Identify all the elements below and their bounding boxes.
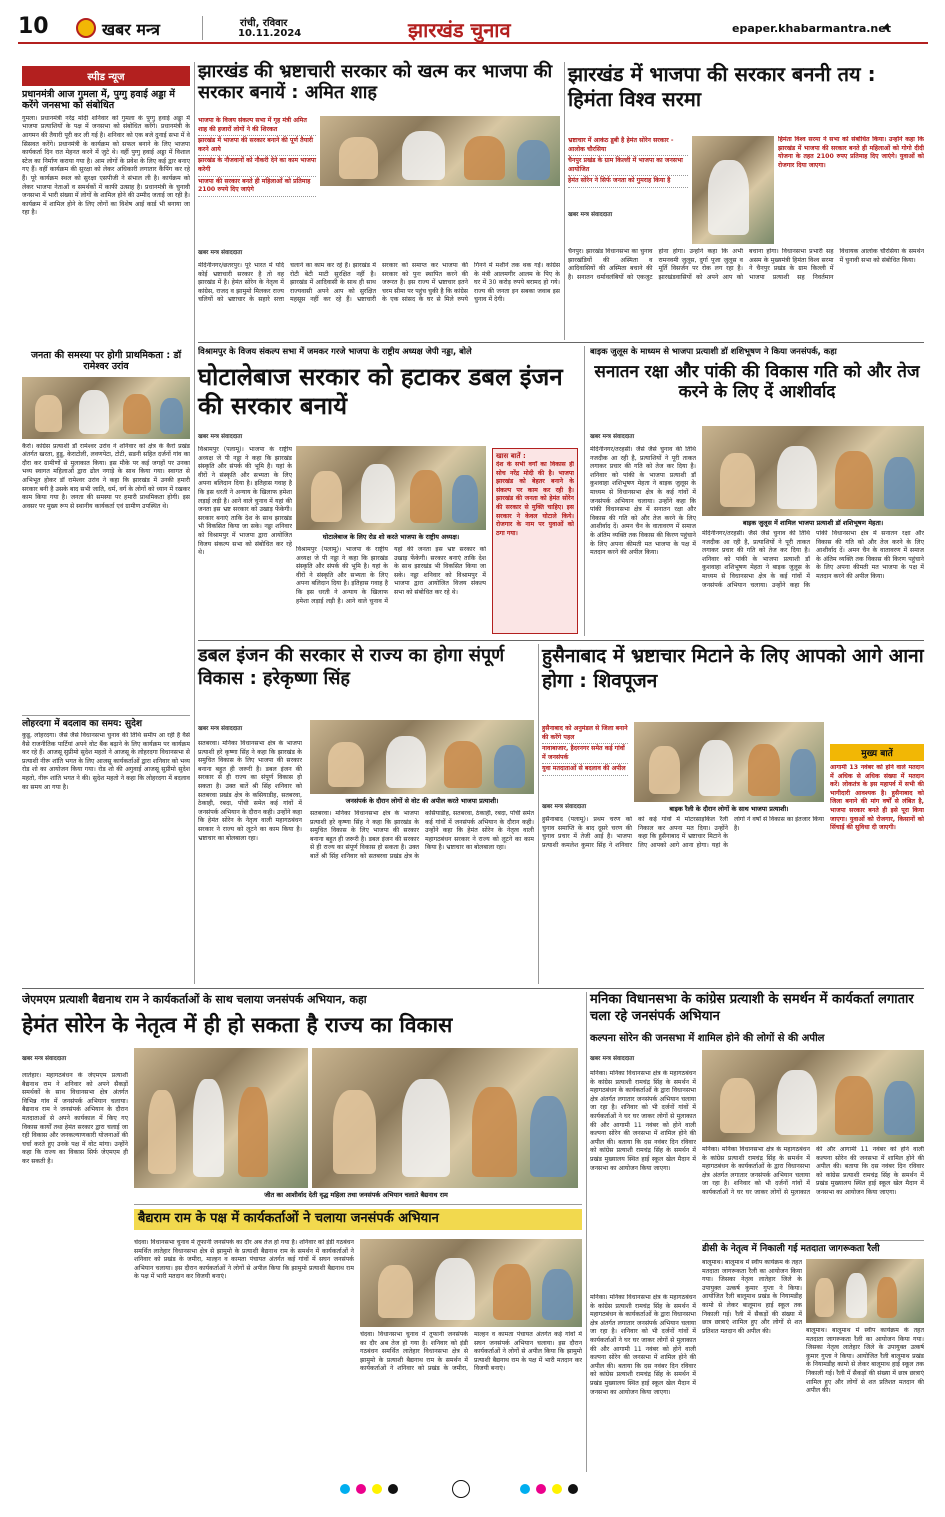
story-manika-byline: खबर मन्त्र संवाददाता	[590, 1056, 635, 1062]
section-title: झारखंड चुनाव	[408, 18, 511, 42]
story-amit-shah-byline: खबर मन्त्र संवाददाता	[198, 250, 243, 256]
key-points-text: आगामी 13 नवंबर को होने वाले मतदान में अधिक से अधिक संख्या में मतदान करें। लोकतंत्र के इस महापर्व में सभी की भागीदारी आवश्यक है। हुसैनाबाद को जिला बनाने की मांग वर्षों से लंबित है, भाजपा सरकार बनते ही इसे पूरा किया जाएगा। युवाओं को रोजगार, किसानों को सिंचाई की सुविधा दी जाएगी।	[830, 764, 924, 832]
story-nadda-strip: विश्रामपुर के विजय संकल्प सभा में जमकर गरजे भाजपा के राष्ट्रीय अध्यक्ष जेपी नड्डा, बोले	[198, 346, 472, 356]
story-harekrishna-byline: खबर मन्त्र संवाददाता	[198, 726, 243, 732]
story-shivpujan-byline: खबर मन्त्र संवाददाता	[542, 804, 587, 810]
story-harekrishna-photo	[310, 720, 534, 794]
sub-story-text: बालूमाथ। बालूमाथ में स्वीप कार्यक्रम के तहत मतदाता जागरूकता रैली का आयोजन किया गया। जिसका नेतृत्व लातेहार जिले के उपायुक्त उत्कर्ष कुमार गुप्ता ने किया। आयोजित रैली बालूमाथ प्रखंड के नियामडीह कामो से लेकर बालूमाथ हाई स्कूल तक निकाली गई। रैली में सैकड़ों की संख्या में छात्र छात्राएं शामिल हुए और लोगों से शत प्रतिशत मतदान की अपील की।	[702, 1259, 802, 1335]
epaper-url[interactable]: epaper.khabarmantra.net	[732, 22, 891, 35]
story-manika-subhead: कल्पना सोरेन की जनसभा में शामिल होने की लोगों से की अपील	[590, 1032, 825, 1044]
story-baidyanath-strip: जेएमएम प्रत्याशी बैद्यनाथ राम ने कार्यकर्ताओं के साथ चलाया जनसंपर्क अभियान, कहा	[22, 993, 367, 1006]
issue-date: 10.11.2024	[238, 28, 302, 39]
speed-news-text-3: कुडू, लोहरदगा। जैसे जैसे विधानसभा चुनाव की तिथि समीप आ रही है वैसे वैसे राजनीतिक पार्टियां अपने वोट बैंक बढ़ाने के लिए कार्यक्रम पर कार्यक्रम कर रहे हैं। आजसू सुप्रीमो सुदेश महतो ने आजसू के लोहरदगा विधानसभा से प्रत्याशी नीरू शांति भगत के लिए आजसू कार्यकर्ताओं द्वारा शनिवार को भव्य रोड शो का आयोजन किया गया। रोड शो की अगुवाई आजसू सुप्रीमो सुदेश महतो, नीरू शांति भगत ने की। सुदेश महतो ने कहा कि लोहरदगा में बदलाव का समय आ गया है।	[22, 732, 190, 791]
story-nadda-headline: घोटालेबाज सरकार को हटाकर डबल इंजन की सरकार बनायें	[198, 363, 563, 420]
speed-news-column	[22, 66, 190, 982]
story-shivpujan-headline: हुसैनाबाद में भ्रष्टाचार मिटाने के लिए आपको आगे आना होगा : शिवपूजन	[542, 645, 924, 692]
sub-story-photo	[806, 1259, 924, 1323]
story-manika-photo	[702, 1050, 924, 1142]
story-harekrishna-text-cont: सतबरवा। मनिका विधानसभा क्षेत्र के भाजपा प्रत्याशी हरे कृष्णा सिंह ने कहा कि झारखंड के समुचित विकास के लिए भाजपा की सरकार बनाना बहुत ही जरूरी है। डबल इंजन की सरकार से ही राज्य का संपूर्ण विकास हो सकता है। उक्त बातें श्री सिंह शनिवार को सतबरवा प्रखंड क्षेत्र के कसियाडीह, सतबरवा, ठेकाही, रबदा, पोंची समेत कई गांवों में जनसंपर्क अभियान के दौरान कही। उन्होंने कहा कि हेमंत सोरेन के नेतृत्व वाली महागठबंधन सरकार ने राज्य को लूटने का काम किया है। भ्रष्टाचार का बोलबाला रहा।	[310, 810, 534, 860]
story-manika-sub-story	[702, 1240, 924, 1472]
bullet-item: झारखंड में भाजपा की सरकार बनाने की पूर्ण तैयारी करने आये	[198, 136, 316, 156]
issue-city-day: रांची, रविवार	[240, 18, 288, 29]
story-amit-shah-headline: झारखंड की भ्रष्टाचारी सरकार को खत्म कर भाजपा की सरकार बनायें : अमित शाह	[198, 61, 553, 103]
story-panki	[590, 346, 924, 636]
story-amit-shah	[198, 62, 560, 340]
story-shivpujan-key-points-box	[830, 744, 924, 982]
brand-name: खबर मन्त्र	[102, 20, 160, 39]
story-nadda-text: विश्रामपुर (पलामू)। भाजपा के राष्ट्रीय अध्यक्ष जे पी नड्डा ने कहा कि झारखंड संस्कृति और संपर्क की भूमि है। यहां के वीरों ने संस्कृति और सभ्यता के लिए अपना बलिदान दिया है। इतिहास गवाह है कि इस धरती ने अन्याय के खिलाफ हमेशा लड़ाई लड़ी है। आने वाले चुनाव में यहां की जनता इस भ्रष्ट सरकार को उखाड़ फेंकेगी। सरकार बनाएं ताकि देश के साथ झारखंड भी विकसित किया जा सके। नड्डा शनिवार को विश्रामपुर में भाजपा द्वारा आयोजित विजय संकल्प सभा को संबोधित कर रहे थे।	[198, 446, 292, 557]
color-dot-icon	[388, 1484, 398, 1494]
crosshair-icon	[452, 1480, 470, 1498]
story-himanta-photo	[692, 136, 774, 244]
speed-news-headline-2: जनता की समस्या पर होगी प्राथमिकता : डॉ रामेश्वर उरांव	[30, 349, 182, 372]
story-manika-text-cont: मनिका। मनिका विधानसभा क्षेत्र के महागठबंधन के कांग्रेस प्रत्याशी रामचंद्र सिंह के समर्थन में महागठबंधन के कार्यकर्ताओं के द्वारा विधानसभा क्षेत्र अंतर्गत लगातार जनसंपर्क अभियान चलाया जा रहा है। शनिवार को भी दर्जनों गांवों में कार्यकर्ताओं ने घर घर जाकर लोगों से मुलाकात की और आगामी 11 नवंबर को होने वाली कल्पना सोरेन की जनसभा में शामिल होने की अपील की। बताया कि दस नवंबर दिन रविवार को कांग्रेस प्रत्याशी रामचंद्र सिंह के समर्थन में प्रखंड मुख्यालय स्थित हाई स्कूल खेल मैदान में जनसभा का आयोजन किया जाएगा।	[702, 1146, 924, 1196]
story-manika-text-lower: मनिका। मनिका विधानसभा क्षेत्र के महागठबंधन के कांग्रेस प्रत्याशी रामचंद्र सिंह के समर्थन में महागठबंधन के कार्यकर्ताओं के द्वारा विधानसभा क्षेत्र अंतर्गत लगातार जनसंपर्क अभियान चलाया जा रहा है। शनिवार को भी दर्जनों गांवों में कार्यकर्ताओं ने घर घर जाकर लोगों से मुलाकात की और आगामी 11 नवंबर को होने वाली कल्पना सोरेन की जनसभा में शामिल होने की अपील की। बताया कि दस नवंबर दिन रविवार को कांग्रेस प्रत्याशी रामचंद्र सिंह के समर्थन में प्रखंड मुख्यालय स्थित हाई स्कूल खेल मैदान में जनसभा का आयोजन किया जाएगा।	[590, 1294, 696, 1396]
color-dot-icon	[552, 1484, 562, 1494]
story-manika	[590, 992, 924, 1472]
story-baidyanath-sub-box	[134, 1204, 582, 1470]
story-himanta-text: चैनपुर। झारखंड विधानसभा का चुनाव झारखंडियों की अस्मिता व आदिवासियों की अस्मिता बचाने की है। सनातन धर्मावलंबियों को एकजुट होना होगा। उन्होंने कहा कि अभी रामनवमी जुलूस, दुर्गा पूजा जुलूस व मूर्ति विसर्जन पर रोक लग रहा है। झारखंडवासियों को अपने आप को बचाना होगा। विधानसभा प्रभारी सह असम के मुख्यमंत्री हिमंता विश्व सरमा ने चैनपुर प्रखंड के ग्राम किल्ली में भाजपा प्रत्याशी सह निवर्तमान विधायक आलोक चौरसिया के समर्थन में चुनावी सभा को संबोधित किया।	[568, 248, 924, 281]
story-amit-shah-text: मेदिनीनगर/छतरपुर। पूरे भारत में यदि कोई भ्रष्टाचारी सरकार है तो वह झारखंड में है। हेमंत सोरेन के नेतृत्व में कांग्रेस, राजद व झामुमो मिलकर राज्य चलियों को भ्रष्टाचार के सहारे सत्ता चलाने का काम कर रहे हैं। झारखंड में रोटी बेटी माटी सुरक्षित नहीं है। झारखंड में आदिवासी के साथ ही साथ राज्यवासी अपने आप को सुरक्षित महसूस नहीं कर रहे हैं। भ्रष्टाचारी सरकार को समाप्त कर भाजपा की सरकार को पुनः स्थापित करने की जरूरत है। इस राज्य में भ्रष्टाचार इतने चरम सीमा पर पहुंच चुकी है कि कांग्रेस के एक सांसद के घर से मिले रुपये गिनने में मशीनें तक थक गईं। कांग्रेस के मंत्री आलमगीर आलम के पिए के घर में 30 करोड़ रुपये बरामद हो गये। राज्य की जनता इन सबका जवाब इस चुनाव में देगी।	[198, 262, 560, 304]
story-baidyanath-photo-caption: जीत का आशीर्वाद देती वृद्ध महिला तथा जनसंपर्क अभियान चलाते बैद्यनाथ राम	[264, 1191, 448, 1199]
story-harekrishna-text: सतबरवा। मनिका विधानसभा क्षेत्र के भाजपा प्रत्याशी हरे कृष्णा सिंह ने कहा कि झारखंड के समुचित विकास के लिए भाजपा की सरकार बनाना बहुत ही जरूरी है। डबल इंजन की सरकार से ही राज्य का संपूर्ण विकास हो सकता है। उक्त बातें श्री सिंह शनिवार को सतबरवा प्रखंड क्षेत्र के कसियाडीह, सतबरवा, ठेकाही, रबदा, पोंची समेत कई गांवों में जनसंपर्क अभियान के दौरान कही। उन्होंने कहा कि हेमंत सोरेन के नेतृत्व वाली महागठबंधन सरकार ने राज्य को लूटने का काम किया है। भ्रष्टाचार का बोलबाला रहा।	[198, 740, 302, 842]
highlights-text: देश के सभी वर्गों का विकास ही सोच नरेंद्र मोदी की है। भाजपा झारखंड को बेहतर बनाने के संकल्प पर काम कर रही है। झारखंड की जनता को हेमंत सोरेन की सरकार से मुक्ति चाहिए। इस सरकार ने केवल घोटाले किये। रोजगार के नाम पर युवाओं को ठगा गया।	[496, 461, 574, 537]
color-dot-icon	[520, 1484, 530, 1494]
brand-separator	[202, 16, 203, 40]
story-nadda-highlights-box	[492, 448, 578, 634]
sub-story-headline: बैद्यराम राम के पक्ष में कार्यकर्ताओं ने चलाया जनसंपर्क अभियान	[134, 1209, 582, 1230]
story-baidyanath	[22, 992, 582, 1472]
story-himanta-photo-caption: हिमंता विश्व सरमा ने सभा को संबोधित किया। उन्होंने कहा कि झारखंड में भाजपा की सरकार बनते ही महिलाओं को गोगो दीदी योजना के तहत 2100 रुपए प्रतिमाह दिए जाएंगे। युवाओं को रोजगार दिया जाएगा।	[778, 136, 924, 169]
story-harekrishna-photo-caption: जनसंपर्क के दौरान लोगों से वोट की अपील करते भाजपा प्रत्याशी।	[345, 797, 499, 805]
story-baidyanath-photo-2	[312, 1048, 578, 1188]
highlights-title: खास बातें :	[496, 452, 526, 460]
section-divider	[198, 342, 924, 343]
story-amit-shah-photo	[320, 116, 560, 186]
story-panki-byline: खबर मन्त्र संवाददाता	[590, 434, 635, 440]
speed-news-label: स्पीड न्यूज	[22, 66, 190, 86]
speed-news-photo	[22, 377, 190, 439]
bullet-item: चैनपुर प्रखंड के ग्राम किल्ली में भाजपा का जनसभा आयोजित	[568, 156, 688, 176]
story-panki-strip: बाइक जुलूस के माध्यम से भाजपा प्रत्याशी डॉ शशिभूषण ने किया जनसंपर्क, कहा	[590, 346, 837, 356]
registration-marks	[0, 1476, 945, 1506]
story-manika-text: मनिका। मनिका विधानसभा क्षेत्र के महागठबंधन के कांग्रेस प्रत्याशी रामचंद्र सिंह के समर्थन में महागठबंधन के कार्यकर्ताओं के द्वारा विधानसभा क्षेत्र अंतर्गत लगातार जनसंपर्क अभियान चलाया जा रहा है। शनिवार को भी दर्जनों गांवों में कार्यकर्ताओं ने घर घर जाकर लोगों से मुलाकात की और आगामी 11 नवंबर को होने वाली कल्पना सोरेन की जनसभा में शामिल होने की अपील की। बताया कि दस नवंबर दिन रविवार को कांग्रेस प्रत्याशी रामचंद्र सिंह के समर्थन में प्रखंड मुख्यालय स्थित हाई स्कूल खेल मैदान में जनसभा का आयोजन किया जाएगा।	[590, 1070, 696, 1172]
color-dot-icon	[340, 1484, 350, 1494]
bullet-item: झारखंड के नौजवानों को नौकरी देने का काम भाजपा करेगी	[198, 156, 316, 176]
story-baidyanath-byline: खबर मन्त्र संवाददाता	[22, 1056, 67, 1062]
section-divider	[22, 988, 924, 989]
column-divider	[584, 346, 585, 636]
story-shivpujan-photo	[634, 722, 824, 802]
story-himanta-headline: झारखंड में भाजपा की सरकार बननी तय : हिमंता विश्व सरमा	[568, 62, 876, 111]
bullet-item: हुसैनाबाद को अनुमंडल से जिला बनाने की करेंगे पहल	[542, 724, 628, 744]
bullet-item: भ्रष्टाचार में आकंठ डूबी है हेमंत सोरेन सरकार - आलोक चौरसिया	[568, 136, 688, 156]
story-panki-photo-caption: बाइक जुलूस में शामिल भाजपा प्रत्याशी डॉ शशिभूषण मेहता।	[742, 519, 884, 527]
bullet-item: युवा मतदाताओं से बदलाव की अपील	[542, 764, 628, 776]
story-baidyanath-text: लातेहार। महागठबंधन के जेएमएम प्रत्याशी बैद्यनाथ राम ने शनिवार को अपने सैकड़ों समर्थकों के साथ विधानसभा क्षेत्र अंतर्गत विभिन्न गांव में जनसंपर्क अभियान चलाया। बैद्यनाथ राम ने जनसंपर्क अभियान के दौरान मतदाताओं से अपने कार्यकाल में किए गए विकास कार्यों तथा हेमंत सरकार द्वारा चलाई जा रही विकास और जनकल्याणकारी योजनाओं की चर्चा करते हुए उनके पक्ष में वोट मांगा। उन्होंने कहा कि राज्य का विकास सिर्फ जेएमएम ही कर सकती है।	[22, 1072, 128, 1165]
story-amit-shah-bullets	[198, 116, 316, 197]
bullet-item: भाजपा के विजय संकल्प सभा में गृह मंत्री अमित शाह की हजारों लोगों ने की शिरकत	[198, 116, 316, 136]
story-himanta-bullets	[568, 136, 688, 188]
story-shivpujan-bullets	[542, 724, 628, 776]
story-panki-text: मेदिनीनगर/तरहसी। जैसे जैसे चुनाव की तिथि नजदीक आ रही है, प्रत्याशियों ने पूरी ताकत लगाकर प्रचार की गति को तेज कर दिया है। शनिवार को पांकी के भाजपा प्रत्याशी डॉ कुशवाहा शशिभूषण मेहता ने बाइक जुलूस के माध्यम से विधानसभा क्षेत्र के कई गांवों में जनसंपर्क अभियान चलाया। उन्होंने कहा कि पांकी विधानसभा क्षेत्र में सनातन रक्षा और विकास की गति को और तेज करने के लिए आशीर्वाद दें। अमन चैन के वातावरण में समाज के अंतिम व्यक्ति तक विकास की किरण पहुंचाने के लिए अपना कीमती मत भाजपा के पक्ष में मतदान करने की अपील किया।	[590, 446, 696, 557]
speed-news-headline-3: लोहरदगा में बदलाव का समय: सुदेश	[22, 715, 190, 729]
speed-news-text-2: कैरो। कांग्रेस प्रत्याशी डॉ रामेश्वर उरांव ने शनिवार को क्षेत्र के कैरो प्रखंड अंतर्गत खरता, हुडू, केराटोली, लवणपेटा, टोटी, सडनी सहित दर्जनों गांव का दौरा कर ग्रामीणों से मुलाकात किया। इस मौके पर कई जगहों पर उनका भव्य स्वागत महिलाओं द्वारा ढोल नगाड़े के साथ किया गया। स्वागत से अभिभूत होकर डॉ रामेश्वर उरांव ने कहा कि झारखंड में उनकी हमारी सरकार बनी है उसके बाद सभी जाति, धर्म, वर्ग के लोगों को ध्यान में रखकर काम किया गया है। जनता की समस्या पर हमारी प्राथमिकता होगी। इस अवसर पर मुख्य रूप से स्थानीय कार्यकर्ता एवं ग्रामीण उपस्थित थे।	[22, 442, 190, 510]
bullet-item: भाजपा की सरकार बनते ही महिलाओं को प्रतिमाह 2100 रुपये दिए जाएंगे	[198, 177, 316, 197]
sub-story-text-cont: बालूमाथ। बालूमाथ में स्वीप कार्यक्रम के तहत मतदाता जागरूकता रैली का आयोजन किया गया। जिसका नेतृत्व लातेहार जिले के उपायुक्त उत्कर्ष कुमार गुप्ता ने किया। आयोजित रैली बालूमाथ प्रखंड के नियामडीह कामो से लेकर बालूमाथ हाई स्कूल तक निकाली गई। रैली में सैकड़ों की संख्या में छात्र छात्राएं शामिल हुए और लोगों से शत प्रतिशत मतदान की अपील की।	[806, 1327, 924, 1395]
sub-story-headline: डीसी के नेतृत्व में निकाली गई मतदाता जागरूकता रैली	[702, 1244, 880, 1254]
speed-news-text-1: गुमला। प्रधानमंत्री नरेंद्र मोदी शनिवार को गुमला के पुग्गु हवाई अड्डा में भाजपा प्रत्याशियों के पक्ष में जनसभा को संबोधित करेंगे। प्रधानमंत्री के आगमन की तैयारी पूरी कर ली गई है। शनिवार को एक बजे दुनाई सभा में वे सिसवत करेंगे। प्रधानमंत्री के कार्यक्रम को सफल बनाने के लिए भाजपा कार्यकर्ता दिन रात मेहनत करने में जुटे थे। वहीं पुग्गु हवाई अड्डा में विशाल स्टेज का निर्माण कराया गया है। आम लोगों के प्रवेश के लिए कई द्वार बनाए गए हैं। वहीं कार्यक्रम की सुरक्षा को लेकर अधिकारी लगातार कैंपिंग कर रहे हैं। पूरे कार्यक्रम स्थल को सुरक्षा एसपीजी ने संभाल ली है। कार्यक्रम को लेकर भाजपा नेताओं व समर्थकों में काफी उत्साह है। प्रधानमंत्री के चुनावी जनसभा में भारी संख्या में लोगों के शामिल होने की उम्मीद जताई जा रही है। कार्यक्रम में शामिल होने के लिए लोगों का विशेष आई कार्ड भी बनाया जा रहा है।	[22, 114, 190, 217]
story-harekrishna-headline: डबल इंजन की सरकार से राज्य का होगा संपूर्ण विकास : हरेकृष्णा सिंह	[198, 645, 505, 690]
sub-story-text-cont: चंदवा। विधानसभा चुनाव में तूफानी जनसंपर्क का दौर अब तेज हो गया है। शनिवार को इंडी गठबंधन समर्थित लातेहार विधानसभा क्षेत्र से झामुमो के प्रत्याशी बैद्यनाथ राम के समर्थन में कार्यकर्ताओं ने शनिवार को प्रखंड के जमीरा, माल्हन व कामता पंचायत अंतर्गत कई गांवों में सघन जनसंपर्क अभियान चलाया। इस दौरान कार्यकर्ताओं ने लोगों से अपील किया कि झामुमो प्रत्याशी बैद्यनाथ राम के पक्ष में भारी मतदान कर विजयी बनाएं।	[360, 1331, 582, 1373]
column-divider	[538, 644, 539, 984]
color-dot-icon	[372, 1484, 382, 1494]
masthead	[18, 14, 928, 44]
story-panki-headline: सनातन रक्षा और पांकी की विकास गति को और तेज करने के लिए दें आशीर्वाद	[594, 362, 920, 402]
key-points-title: मुख्य बातें	[830, 744, 924, 761]
story-harekrishna	[198, 644, 534, 984]
sub-story-photo	[360, 1239, 582, 1327]
bullet-item: हेमंत सोरेन ने सिर्फ जनता को गुमराह किया है	[568, 176, 688, 188]
story-shivpujan-text: हुसैनाबाद (पलामू)। प्रथम चरण को चुनाव समाप्ति के बाद दूसरे चरण की चुनाव प्रचार में तेजी आई है। भाजपा प्रत्याशी कमलेश कुमार सिंह ने शनिवार को कई गांवों में मोटरसाइकिल रैली निकाल कर अपना मत दिया। उन्होंने कहा कि हुसैनाबाद में भ्रष्टाचार मिटाने के लिए आपको आगे आना होगा। यहां के लोगों ने वर्षों से विकास का इंतजार किया है।	[542, 816, 824, 849]
story-baidyanath-headline: हेमंत सोरेन के नेतृत्व में ही हो सकता है राज्य का विकास	[22, 1013, 453, 1037]
story-nadda-text-cont: विश्रामपुर (पलामू)। भाजपा के राष्ट्रीय अध्यक्ष जे पी नड्डा ने कहा कि झारखंड संस्कृति और संपर्क की भूमि है। यहां के वीरों ने संस्कृति और सभ्यता के लिए अपना बलिदान दिया है। इतिहास गवाह है कि इस धरती ने अन्याय के खिलाफ हमेशा लड़ाई लड़ी है। आने वाले चुनाव में यहां की जनता इस भ्रष्ट सरकार को उखाड़ फेंकेगी। सरकार बनाएं ताकि देश के साथ झारखंड भी विकसित किया जा सके। नड्डा शनिवार को विश्रामपुर में भाजपा द्वारा आयोजित विजय संकल्प सभा को संबोधित कर रहे थे।	[296, 546, 486, 605]
bullet-item: नावाबाजार, हैदरनगर समेत कई गांवों में जनसंपर्क	[542, 744, 628, 764]
section-divider	[198, 640, 924, 641]
story-himanta-byline: खबर मन्त्र संवाददाता	[568, 212, 613, 218]
story-panki-photo	[702, 426, 924, 516]
color-dot-icon	[356, 1484, 366, 1494]
color-dot-icon	[536, 1484, 546, 1494]
story-panki-text-cont: मेदिनीनगर/तरहसी। जैसे जैसे चुनाव की तिथि नजदीक आ रही है, प्रत्याशियों ने पूरी ताकत लगाकर प्रचार की गति को तेज कर दिया है। शनिवार को पांकी के भाजपा प्रत्याशी डॉ कुशवाहा शशिभूषण मेहता ने बाइक जुलूस के माध्यम से विधानसभा क्षेत्र के कई गांवों में जनसंपर्क अभियान चलाया। उन्होंने कहा कि पांकी विधानसभा क्षेत्र में सनातन रक्षा और विकास की गति को और तेज करने के लिए आशीर्वाद दें। अमन चैन के वातावरण में समाज के अंतिम व्यक्ति तक विकास की किरण पहुंचाने के लिए अपना कीमती मत भाजपा के पक्ष में मतदान करने की अपील किया।	[702, 530, 924, 589]
page-number: 10	[18, 14, 49, 39]
story-nadda-photo	[296, 446, 486, 530]
story-shivpujan	[542, 644, 924, 984]
sub-story-text: चंदवा। विधानसभा चुनाव में तूफानी जनसंपर्क का दौर अब तेज हो गया है। शनिवार को इंडी गठबंधन समर्थित लातेहार विधानसभा क्षेत्र से झामुमो के प्रत्याशी बैद्यनाथ राम के समर्थन में कार्यकर्ताओं ने शनिवार को प्रखंड के जमीरा, माल्हन व कामता पंचायत अंतर्गत कई गांवों में सघन जनसंपर्क अभियान चलाया। इस दौरान कार्यकर्ताओं ने लोगों से अपील किया कि झामुमो प्रत्याशी बैद्यनाथ राम के पक्ष में भारी मतदान कर विजयी बनाएं।	[134, 1239, 354, 1281]
story-nadda-photo-caption: घोटालेबाज के लिए रोड शो करते भाजपा के राष्ट्रीय अध्यक्ष।	[322, 533, 460, 541]
story-baidyanath-photo-1	[134, 1048, 308, 1188]
story-manika-headline: मनिका विधानसभा के कांग्रेस प्रत्याशी के समर्थन में कार्यकर्ता लगातार चला रहे जनसंपर्क अभियान	[590, 992, 914, 1024]
speed-news-headline-1: प्रधानमंत्री आज गुमला में, पुग्गु हवाई अड्डा में करेंगे जनसभा को संबोधित	[22, 89, 175, 111]
column-divider	[194, 62, 195, 984]
column-divider	[586, 992, 587, 1472]
column-divider	[564, 62, 565, 340]
color-dot-icon	[568, 1484, 578, 1494]
brand-logo-icon	[76, 18, 96, 38]
story-nadda	[198, 346, 578, 636]
story-nadda-byline: खबर मन्त्र संवाददाता	[198, 434, 243, 440]
story-shivpujan-photo-caption: बाइक रैली के दौरान लोगों के साथ भाजपा प्रत्याशी।	[669, 805, 789, 813]
story-himanta	[568, 62, 924, 340]
